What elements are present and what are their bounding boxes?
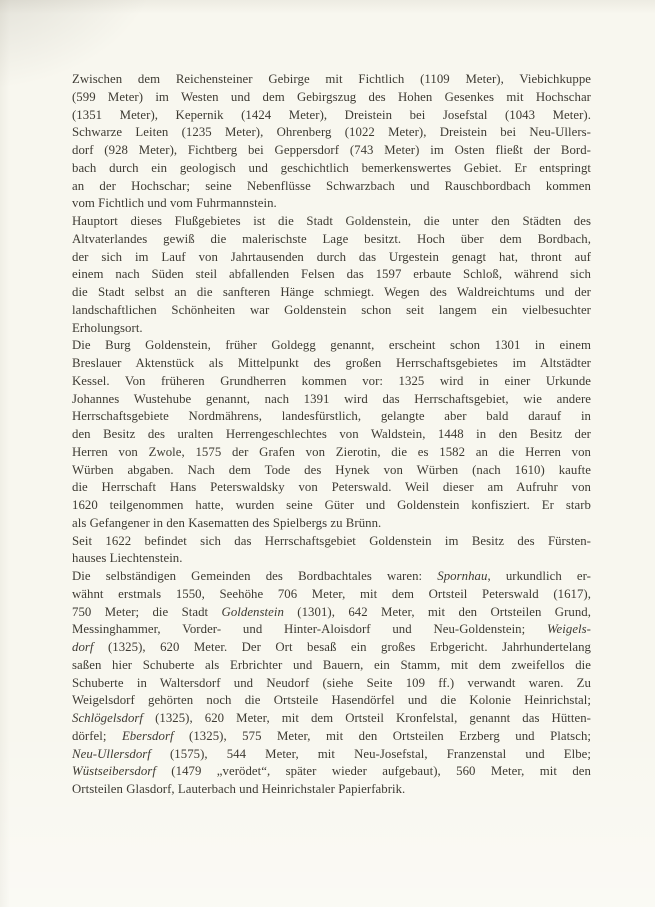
text-line (72, 657, 591, 675)
text-segment: Kessel. Von früheren Grundherren kommen vor: 1325 wird in einer Urkunde (72, 373, 591, 388)
text-segment: (1325), 620 Meter, mit dem Ortsteil Kronfelstal, genannt das Hütten- (143, 711, 591, 725)
text-segment: Schuberte in Waltersdorf und Neudorf (siehe Seite 109 ff.) verwandt waren. Zu (72, 675, 591, 690)
place-name-italic: dorf (72, 640, 94, 654)
text-line (72, 781, 591, 799)
text-segment: Herren von Zwole, 1575 der Grafen von Zierotin, die es 1582 an die Herren von (72, 444, 591, 459)
text-line (72, 710, 591, 728)
text-line (72, 231, 591, 249)
text-segment: 750 Meter; die Stadt (72, 604, 222, 619)
text-segment: der sich im Lauf von Jahrtausenden durch das Urgestein genagt hat, thront auf (72, 249, 591, 264)
text-line (72, 763, 591, 781)
text-segment: (599 Meter) im Westen und dem Gebirgszug des Hohen Gesenkes mit Hochschar (72, 89, 591, 104)
text-segment: 1620 teilgenommen hatte, wurden seine Güter und Goldenstein konfisziert. Er starb (72, 498, 591, 512)
text-segment: Die selbständigen Gemeinden des Bordbachtales waren: (72, 569, 438, 583)
text-line (72, 107, 591, 125)
text-segment: Schwarze Leiten (1235 Meter), Ohrenberg (1022 Meter), Dreistein bei Neu-Ullers- (72, 125, 591, 140)
text-line (72, 160, 591, 178)
text-line (72, 373, 591, 391)
text-line (72, 586, 591, 604)
text-segment: (1575), 544 Meter, mit Neu-Josefstal, Franzenstal und Elbe; (150, 746, 591, 761)
text-segment: hauses Liechtenstein. (72, 551, 183, 566)
paragraph (72, 568, 591, 799)
text-segment: (1325), 620 Meter. Der Ort besaß ein großes Erbgericht. Jahrhundertelang (93, 640, 591, 654)
text-segment: landschaftlichen Schönheiten war Goldenstein schon seit langem ein vielbesuchter (72, 302, 591, 317)
text-line (72, 497, 591, 515)
text-line (72, 550, 591, 568)
text-segment: die Stadt selbst an die sanfteren Hänge schmiegt. Wegen des Waldreichtums und der (72, 285, 591, 299)
paragraph (72, 533, 591, 569)
text-segment: Die Burg Goldenstein, früher Goldegg genannt, erscheint schon 1301 in einem (72, 338, 591, 353)
paragraph (72, 71, 591, 213)
text-line (72, 124, 591, 142)
text-segment: Weigelsdorf gehörten noch die Ortsteile Hasendörfel und die Kolonie Heinrichstal; (72, 693, 591, 708)
text-segment: Ortsteilen Glasdorf, Lauterbach und Heinrichstaler Papierfabrik. (72, 782, 406, 796)
text-line (72, 533, 591, 551)
text-segment: (1301), 642 Meter, mit den Ortsteilen Grund, (283, 604, 591, 619)
place-name-italic: Wüstseibersdorf (72, 764, 156, 779)
page-text (72, 71, 591, 799)
text-line (72, 302, 591, 320)
text-segment: Breslauer Aktenstück als Mittelpunkt des großen Herrschaftsgebietes im Altstädter (72, 356, 591, 370)
text-line (72, 178, 591, 196)
place-name-italic: Neu-Ullersdorf (72, 746, 151, 761)
text-segment: wähnt erstmals 1550, Seehöhe 706 Meter, mit dem Ortsteil Peterswald (1617), (72, 586, 591, 601)
text-segment: bach durch ein geologisch und geschichtlich bemerkenswertes Gebiet. Er entspringt (72, 160, 591, 175)
text-segment: Hauptort dieses Flußgebietes ist die Stadt Goldenstein, die unter den Städten des (72, 214, 591, 228)
text-line (72, 71, 591, 89)
text-segment: Würben abgaben. Nach dem Tode des Hynek von Würben (nach 1610) kaufte (72, 462, 591, 477)
text-line (72, 728, 591, 746)
text-line (72, 692, 591, 710)
place-name-italic: Spornhau (437, 569, 488, 583)
text-line (72, 284, 591, 302)
text-line (72, 213, 591, 231)
text-line (72, 444, 591, 462)
text-segment: dorf (928 Meter), Fichtberg bei Geppersdorf (743 Meter) im Osten fließt der Bord- (72, 143, 591, 157)
text-line (72, 337, 591, 355)
text-line (72, 746, 591, 764)
text-segment: Erholungsort. (72, 320, 143, 335)
text-line (72, 462, 591, 480)
place-name-italic: Weigels- (547, 622, 591, 637)
text-segment: saßen hier Schuberte als Erbrichter und Bauern, ein Stamm, mit dem zweifellos die (72, 657, 591, 672)
text-segment: einem nach Süden steil abfallenden Felsen das 1597 erbaute Schloß, während sich (72, 267, 591, 282)
text-segment: die Herrschaft Hans Peterswaldsky von Peterswald. Weil dieser am Aufruhr von (72, 480, 591, 495)
text-segment: als Gefangener in den Kasematten des Spielbergs zu Brünn. (72, 515, 382, 530)
text-segment: an der Hochschar; seine Nebenflüsse Schwarzbach und Rauschbordbach kommen (72, 178, 591, 193)
text-line (72, 568, 591, 586)
text-segment: Messinghammer, Vorder- und Hinter-Aloisdorf und Neu-Goldenstein; (72, 622, 547, 637)
text-segment: Herrschaftsgebiete Nordmährens, landesfürstlich, gelangte aber bald darauf in (72, 409, 591, 424)
paragraph (72, 213, 591, 337)
text-segment: dörfel; (72, 728, 122, 743)
text-segment: Seit 1622 befindet sich das Herrschaftsgebiet Goldenstein im Besitz des Fürsten- (72, 533, 591, 548)
text-line (72, 408, 591, 426)
text-segment: vom Fichtlich und vom Fuhrmannstein. (72, 196, 277, 211)
text-segment: Altvaterlandes gewiß die malerischste Lage besitzt. Hoch über dem Bordbach, (72, 231, 591, 246)
text-line (72, 249, 591, 267)
text-segment: Johannes Wustehube genannt, nach 1391 wird das Herrschaftsgebiet, wie andere (72, 391, 591, 406)
text-segment: den Besitz des uralten Herrengeschlechtes von Waldstein, 1448 in den Besitz der (72, 427, 591, 441)
text-segment: (1351 Meter), Kepernik (1424 Meter), Dreistein bei Josefstal (1043 Meter). (72, 107, 591, 122)
text-line (72, 320, 591, 338)
text-line (72, 266, 591, 284)
text-line (72, 604, 591, 622)
text-segment: Zwischen dem Reichensteiner Gebirge mit Fichtlich (1109 Meter), Viebichkuppe (72, 72, 591, 86)
text-line (72, 639, 591, 657)
text-segment: (1325), 575 Meter, mit den Ortsteilen Erzberg und Platsch; (173, 728, 591, 743)
text-line (72, 195, 591, 213)
text-segment: , urkundlich er- (487, 569, 591, 583)
place-name-italic: Ebersdorf (121, 728, 174, 743)
text-line (72, 391, 591, 409)
place-name-italic: Schlögelsdorf (72, 711, 144, 725)
text-segment: (1479 „verödet“, später wieder aufgebaut), 560 Meter, mit den (155, 764, 591, 779)
text-line (72, 621, 591, 639)
paragraph (72, 337, 591, 532)
text-line (72, 426, 591, 444)
text-line (72, 89, 591, 107)
text-line (72, 675, 591, 693)
place-name-italic: Goldenstein (221, 604, 284, 619)
text-line (72, 142, 591, 160)
text-line (72, 355, 591, 373)
text-line (72, 479, 591, 497)
text-line (72, 515, 591, 533)
